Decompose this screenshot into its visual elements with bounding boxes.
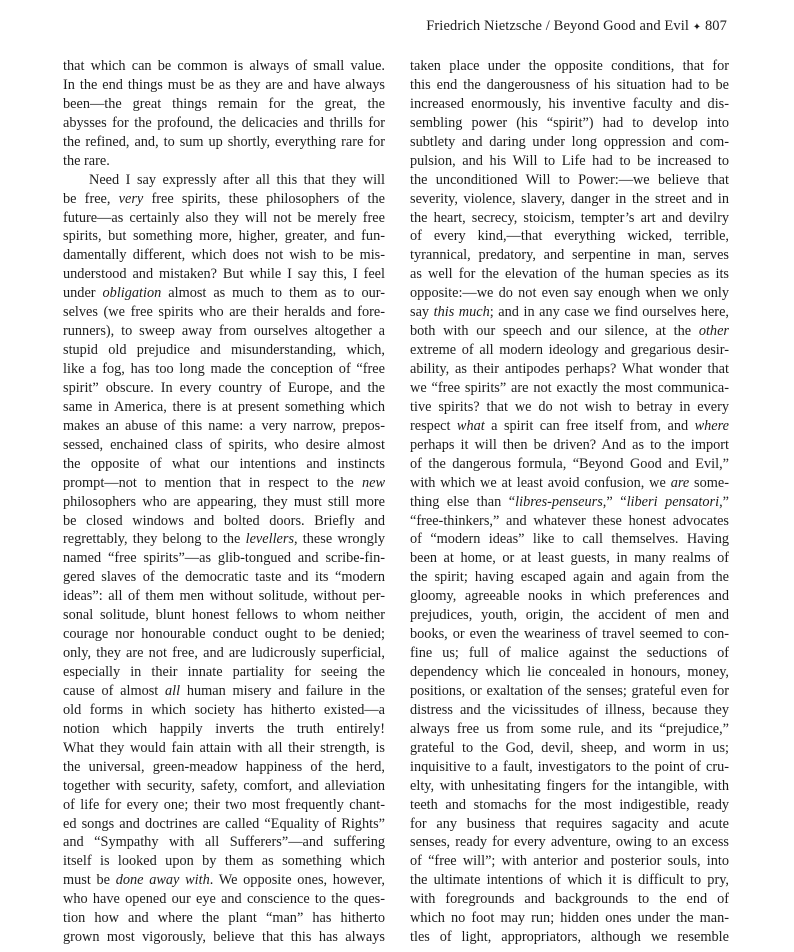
text-line: been—the great things remain for the great, the <box>63 95 385 112</box>
text-line: What they would fain attain with all their strength, is <box>63 739 385 756</box>
text-line: notion which happily inverts the truth entirely! <box>63 720 385 737</box>
text-line: “free-thinkers,” and whatever these honest advocates <box>410 512 729 529</box>
header-author: Friedrich Nietzsche <box>426 18 543 34</box>
text-line: especially in their innate partiality for seeing the <box>63 664 385 680</box>
text-line: be closed windows and bolted doors. Briefly and <box>63 512 385 529</box>
text-line: the rare. <box>63 152 110 169</box>
text-line: understood and mistaken? But while I say this, I feel <box>63 266 385 283</box>
text-line: Need I say expressly after all this that they will <box>89 171 385 188</box>
text-line: respect what a spirit can free itself from, and where <box>410 417 729 434</box>
text-line: only, they are not free, and are ludicrously superficial, <box>63 645 385 662</box>
text-line: increased enormously, his inventive faculty and dis- <box>410 95 729 112</box>
text-line: opposite:—we do not even say enough when we only <box>410 285 729 302</box>
text-line: like a fog, has too long made the conception of “free <box>63 361 385 377</box>
text-line: been at home, or at least guests, in many realms of <box>410 550 729 567</box>
text-line: of every kind,—that everything wicked, terrible, <box>410 228 729 245</box>
text-line: damentally different, which does not wish to be mis- <box>63 247 385 264</box>
text-line: senses, ready for every adventure, owing to an excess <box>410 834 729 851</box>
text-line: spirit” obscure. In every country of Europe, and the <box>63 379 385 396</box>
text-line: with which we at least avoid confusion, we are some- <box>410 474 730 491</box>
text-line: prejudices, youth, origin, the accident of men and <box>410 607 729 624</box>
header-page-number: 807 <box>704 18 727 34</box>
text-line: grateful to the God, devil, sheep, and worm in us; <box>410 739 729 756</box>
text-line: grown most vigorously, believe that this has always <box>63 929 385 946</box>
header-book-title: Beyond Good and Evil <box>553 18 689 34</box>
text-line: as well for the elevation of the human species as its <box>410 266 729 283</box>
text-line: that which can be common is always of small value. <box>63 58 385 74</box>
text-line: tion how and where the plant “man” has hitherto <box>63 910 385 927</box>
text-line: subtlety and daring under long oppression and com- <box>410 133 729 150</box>
text-line: be free, very free spirits, these philosophers of the <box>63 190 385 207</box>
text-line: books, or even the weariness of travel seemed to con- <box>410 626 729 643</box>
text-line: severity, violence, slavery, danger in the street and in <box>410 190 729 207</box>
header-separator: / <box>545 18 550 34</box>
text-line: who have opened our eye and conscience to the ques- <box>63 891 385 908</box>
running-header <box>0 18 727 35</box>
text-line: the unconditioned Will to Power:—we believe that <box>410 171 729 188</box>
text-line: dependency which lie concealed in honours, money, <box>410 664 729 680</box>
text-line: In the end things must be as they are and have always <box>63 76 385 93</box>
text-line: positions, or exaltation of the senses; grateful even for <box>410 682 729 699</box>
text-line: the opposite of what our intentions and instincts <box>63 455 385 472</box>
text-line: ed songs and doctrines are called “Equality of Rights” <box>63 815 385 832</box>
text-line: ability, as their antipodes perhaps? What wonder that <box>410 361 729 377</box>
text-line: of “free will”; with anterior and posterior souls, into <box>410 853 729 870</box>
text-line: perhaps it will then be driven? And as to the import <box>410 436 729 453</box>
text-line: ideas”: all of them men without solitude, without per- <box>63 588 385 605</box>
text-line: distress and the vicissitudes of illness, because they <box>410 701 729 718</box>
text-line: cause of almost all human misery and failure in the <box>63 682 385 699</box>
text-line: under obligation almost as much to them as to our- <box>63 285 385 302</box>
text-line: of “modern ideas” like to call themselves. Having <box>410 531 729 548</box>
right-text-column <box>410 57 729 947</box>
text-line: we “free spirits” are not exactly the most communica- <box>410 379 729 396</box>
text-line: the ultimate intentions of which it is difficult to pry, <box>410 872 729 889</box>
header-ornament-icon: ✦ <box>692 22 702 33</box>
text-line: thing else than “libres-penseurs,” “liberi pensatori,” <box>410 493 729 510</box>
text-line: which no foot may run; hidden ones under the man- <box>410 910 729 927</box>
text-line: taken place under the opposite conditions, that for <box>410 58 729 74</box>
text-line: and “Sympathy with all Sufferers”—and suffering <box>63 834 385 851</box>
text-line: stupid old prejudice and misunderstanding, which, <box>63 342 385 359</box>
text-line: fine us; full of malice against the seductions of <box>410 645 729 662</box>
text-line: gered slaves of the democratic taste and its “modern <box>63 569 385 586</box>
text-line: courage nor honourable conduct ought to be denied; <box>63 626 385 643</box>
text-line: tles of light, appropriators, although we resemble <box>410 929 729 946</box>
text-line: runners), to sweep away from ourselves altogether a <box>63 323 385 340</box>
text-line: spirits, but something more, higher, greater, and fun- <box>63 228 385 245</box>
text-line: the spirit; having escaped again and again from the <box>410 569 729 586</box>
text-line: the refined, and, to sum up shortly, everything rare for <box>63 133 385 150</box>
text-line: sonal solitude, blunt honest fellows to whom neither <box>63 607 385 624</box>
text-line: philosophers who are appearing, they must still more <box>63 493 385 510</box>
text-line: always free us from some rule, and its “prejudice,” <box>410 720 729 737</box>
text-line: regrettably, they belong to the levellers, these wrongly <box>63 531 385 548</box>
text-line: with foregrounds and backgrounds to the end of <box>410 891 729 908</box>
text-line: inquisitive to a fault, investigators to the point of cru- <box>410 758 729 775</box>
left-text-column <box>63 57 385 947</box>
text-line: elty, with unhesitating fingers for the intangible, with <box>410 777 729 794</box>
text-line: both with our speech and our silence, at the other <box>410 323 729 340</box>
text-line: for any business that requires sagacity and acute <box>410 815 729 832</box>
text-line: tyrannical, predatory, and serpentine in man, serves <box>410 247 729 264</box>
text-line: teeth and stomachs for the most indigestible, ready <box>410 796 729 813</box>
text-line: the universal, green-meadow happiness of the herd, <box>63 758 385 775</box>
text-line: extreme of all modern ideology and gregarious desir- <box>410 342 729 359</box>
text-line: abysses for the profound, the delicacies and thrills for <box>63 114 385 131</box>
text-line: pulsion, and his Will to Life had to be increased to <box>410 152 729 169</box>
text-line: named “free spirits”—as glib-tongued and scribe-fin- <box>63 550 385 567</box>
text-line: the heart, secrecy, stoicism, tempter’s art and devilry <box>410 209 729 226</box>
text-line: same in America, there is at present something which <box>63 398 385 415</box>
text-line: makes an abuse of this name: a very narrow, prepos- <box>63 417 385 434</box>
text-line: itself is looked upon by them as something which <box>63 853 385 870</box>
text-line: sessed, enchained class of spirits, who desire almost <box>63 436 385 453</box>
text-line: prompt—not to mention that in respect to the new <box>63 474 385 491</box>
text-line: sembling power (his “spirit”) had to develop into <box>410 114 729 131</box>
text-line: this end the dangerousness of his situation had to be <box>410 76 729 93</box>
text-line: tive spirits? that we do not wish to betray in every <box>410 398 729 415</box>
text-line: must be done away with. We opposite ones, however, <box>63 872 386 889</box>
text-line: of the dangerous formula, “Beyond Good and Evil,” <box>410 455 729 472</box>
text-line: old forms in which society has hitherto existed—a <box>63 701 385 718</box>
text-line: of life for every one; their two most frequently chant- <box>63 796 385 813</box>
text-line: together with security, safety, comfort, and alleviation <box>63 777 385 794</box>
text-line: future—as certainly also they will not be merely free <box>63 209 385 226</box>
text-line: selves (we free spirits who are their heralds and fore- <box>63 304 385 321</box>
text-line: say this much; and in any case we find ourselves here, <box>410 304 729 321</box>
text-line: gloomy, agreeable nooks in which preferences and <box>410 588 729 605</box>
